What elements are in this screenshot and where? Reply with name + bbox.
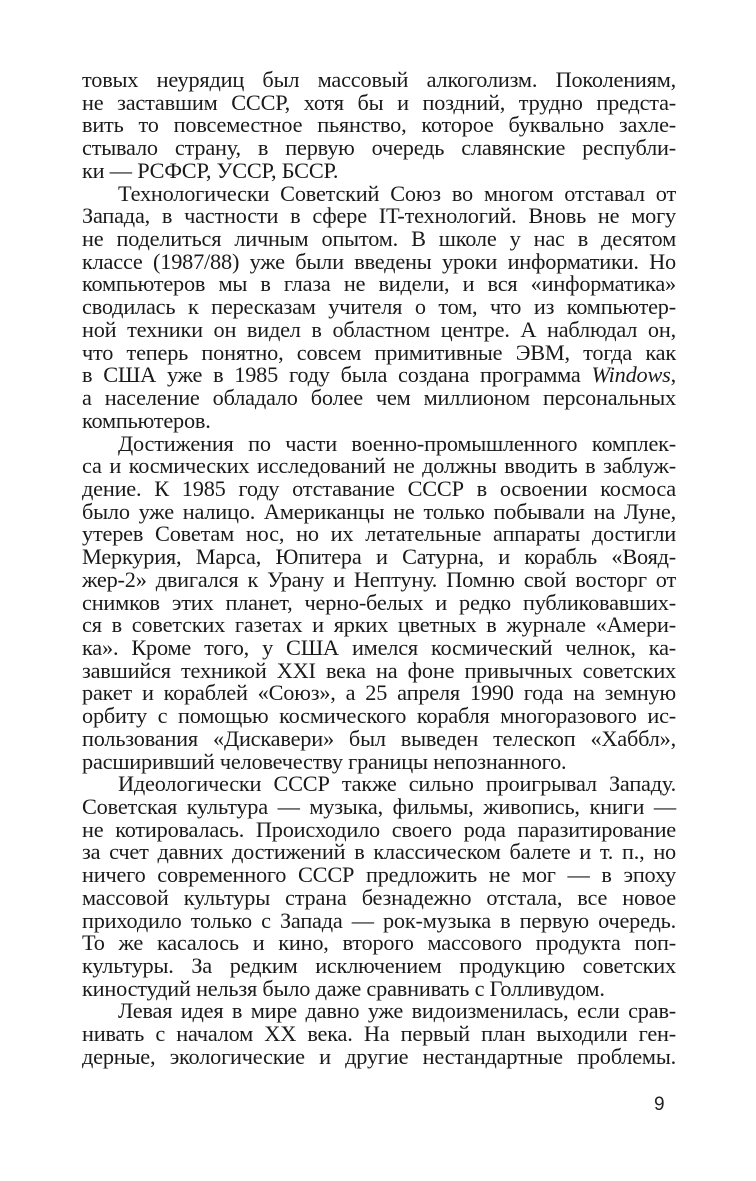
paragraph <box>82 69 676 183</box>
text-line: завшийся техникой XXI века на фоне привычных советских <box>82 657 676 683</box>
text-line: Идеологически СССР также сильно проигрывал Западу. <box>118 771 676 797</box>
text-line: ка». Кроме того, у США имелся космический челнок, ка- <box>82 634 676 660</box>
text-line: товых неурядиц был массовый алкоголизм. Поколениям, <box>82 67 676 92</box>
text-line: утерев Советам нос, но их летательные аппараты достигли <box>82 521 676 547</box>
text-line: Технологически Советский Союз во многом отставал от <box>118 180 676 206</box>
text-line: дерные, экологические и другие нестандартные проблемы. <box>82 1043 676 1069</box>
text-line: классе (1987/88) уже были введены уроки информатики. Но <box>82 248 676 274</box>
text-line: пользования «Дискавери» был выведен телескоп «Хаббл», <box>82 725 676 751</box>
page-number: 9 <box>654 1094 665 1115</box>
text-line: компьютеров. <box>82 407 211 433</box>
text-line: а население обладало более чем миллионом персональных <box>82 385 676 411</box>
text-line: массовой культуры страна безнадежно отстала, все новое <box>82 884 676 910</box>
text-line: не заставшим СССР, хотя бы и поздний, трудно предста- <box>82 89 676 115</box>
text-line: культуры. За редким исключением продукцию советских <box>82 953 676 979</box>
text-line: орбиту с помощью космического корабля многоразового ис- <box>82 703 676 729</box>
text-segment: , <box>670 362 676 388</box>
text-line: Запада, в частности в сфере IT-технологий. Вновь не могу <box>82 203 676 229</box>
text-line: Левая идея в мире давно уже видоизменилась, если срав- <box>118 998 676 1024</box>
paragraph <box>82 180 676 433</box>
text-segment: в США уже в 1985 году была создана программа <box>82 362 592 388</box>
text-line: киностудий нельзя было даже сравнивать с Голливудом. <box>82 975 605 1001</box>
text-line: Меркурия, Марса, Юпитера и Сатурна, и корабль «Вояд- <box>82 544 676 570</box>
text-line: дение. К 1985 году отставание СССР в освоении космоса <box>82 475 676 501</box>
paragraph <box>82 1000 676 1068</box>
text-line: за счет давних достижений в классическом балете и т. п., но <box>82 839 676 865</box>
text-line: ничего современного СССР предложить не мог — в эпоху <box>82 862 676 888</box>
text-line: расширивший человечеству границы непознанного. <box>82 748 567 774</box>
text-line: приходило только с Запада — рок-музыка в первую очередь. <box>82 907 676 933</box>
text-line: компьютеров мы в глаза не видели, и вся «информатика» <box>82 271 676 297</box>
text-line: Достижения по части военно-промышленного комплек- <box>118 430 676 456</box>
text-line: ся в советских газетах и ярких цветных в журнале «Амери- <box>82 612 676 638</box>
text-line: ракет и кораблей «Союз», а 25 апреля 1990 года на земную <box>82 680 676 706</box>
text-line: Советская культура — музыка, фильмы, живопись, книги — <box>82 794 676 819</box>
paragraph <box>82 773 676 1000</box>
text-line: не котировалась. Происходило своего рода паразитирование <box>82 816 676 842</box>
text-line: было уже налицо. Американцы не только побывали на Луне, <box>82 498 676 524</box>
text-line: ки — РСФСР, УССР, БССР. <box>82 157 339 183</box>
text-line: что теперь понятно, совсем примитивные ЭВМ, тогда как <box>82 339 676 365</box>
paragraph <box>82 430 676 774</box>
text-line: са и космических исследований не должны вводить в заблуж- <box>82 453 676 479</box>
text-line: ной техники он видел в областном центре. А наблюдал он, <box>82 316 676 342</box>
page-text <box>82 69 676 1069</box>
text-line: вить то повсеместное пьянство, которое буквально захле- <box>82 112 676 138</box>
italic-text: Windows <box>591 362 671 388</box>
text-line: жер-2» двигался к Урану и Нептуну. Помню свой восторг от <box>82 566 676 592</box>
text-line: стывало страну, в первую очередь славянские республи- <box>82 135 676 161</box>
text-line: То же касалось и кино, второго массового продукта поп- <box>82 930 676 956</box>
text-line <box>82 364 676 387</box>
text-line: не поделиться личным опытом. В школе у нас в десятом <box>82 226 676 252</box>
text-line: сводилась к пересказам учителя о том, что из компьютер- <box>82 294 676 320</box>
text-line: нивать с началом XX века. На первый план выходили ген- <box>82 1021 676 1047</box>
text-line: снимков этих планет, черно-белых и редко публиковавших- <box>82 589 676 615</box>
